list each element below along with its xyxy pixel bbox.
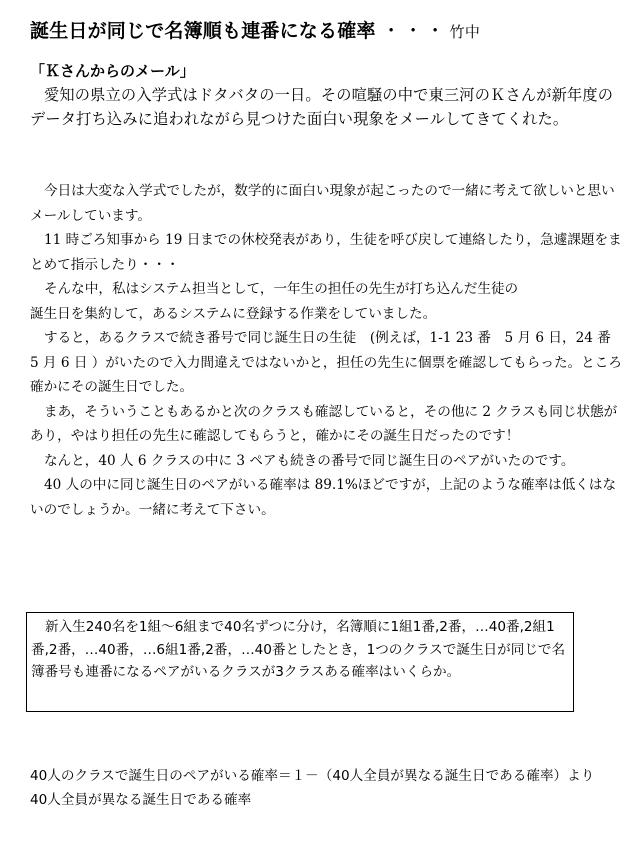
intro-text: 愛知の県立の入学式はドタバタの一日。その喧騒の中で東三河のＫさんが新年度のデータ打ち込みに追われながら見つけた面白い現象をメールしてきてくれた。 xyxy=(30,86,614,128)
problem-text: 新入生240名を1組～6組まで40名ずつに分け，名簿順に1組1番,2番，…40番,2組1番,2番，…40番，…6組1番,2番，…40番としたとき，1つのクラスで誕生日が同じで名簿番号も連番になるペアがいるクラスが3クラスある確率はいくらか。 xyxy=(31,619,566,680)
mail-paragraph: まあ，そういうこともあるかと次のクラスも確認していると，その他に 2 クラスも同じ状態があり，やはり担任の先生に確認してもらうと，確かにその誕生日だったのです！ xyxy=(30,403,618,444)
solution-line: 40人全員が異なる誕生日である確率 xyxy=(30,792,252,808)
mail-paragraph: そんな中，私はシステム担当として，一年生の担任の先生が打ち込んだ生徒の xyxy=(44,281,519,297)
title-dots: ・・・ xyxy=(381,20,448,42)
author-name: 竹中 xyxy=(449,23,481,41)
mail-paragraph: なんと，40 人 6 クラスの中に 3 ペアも続きの番号で同じ誕生日のペアがいたのです。 xyxy=(44,452,575,469)
intro-paragraph xyxy=(30,83,622,131)
section-heading: 「Ｋさんからのメール」 xyxy=(30,62,195,80)
problem-box xyxy=(26,612,574,712)
mail-paragraph: 誕生日を集約して，あるシステムに登録する作業をしていました。 xyxy=(30,305,437,322)
title-text: 誕生日が同じで名簿順も連番になる確率 xyxy=(30,20,376,42)
mail-paragraph: 11 時ごろ知事から 19 日までの休校発表があり，生徒を呼び戻して連絡したり，急遽課題をまとめて指示したり・・・ xyxy=(30,232,622,273)
solution-section xyxy=(30,764,622,812)
mail-body xyxy=(30,179,625,522)
mail-paragraph: 40 人の中に同じ誕生日のペアがいる確率は 89.1%ほどですが，上記のような確率は低くはないのでしょうか。一緒に考えて下さい。 xyxy=(30,477,617,518)
mail-paragraph: すると，あるクラスで続き番号で同じ誕生日の生徒 (例えば，1-1 23 番 5 月 6 日，24 番 5 月 6 日 ）がいたので入力間違えではないかと，担任の先生に個票を確認してもらった。ところ確かにその誕生日でした。 xyxy=(30,330,625,395)
solution-line: 40人のクラスで誕生日のペアがいる確率＝１－（40人全員が異なる誕生日である確率）より xyxy=(30,768,595,784)
mail-paragraph: 今日は大変な入学式でしたが，数学的に面白い現象が起こったので一緒に考えて欲しいと思いメールしています。 xyxy=(30,183,615,224)
page-title xyxy=(30,16,630,43)
